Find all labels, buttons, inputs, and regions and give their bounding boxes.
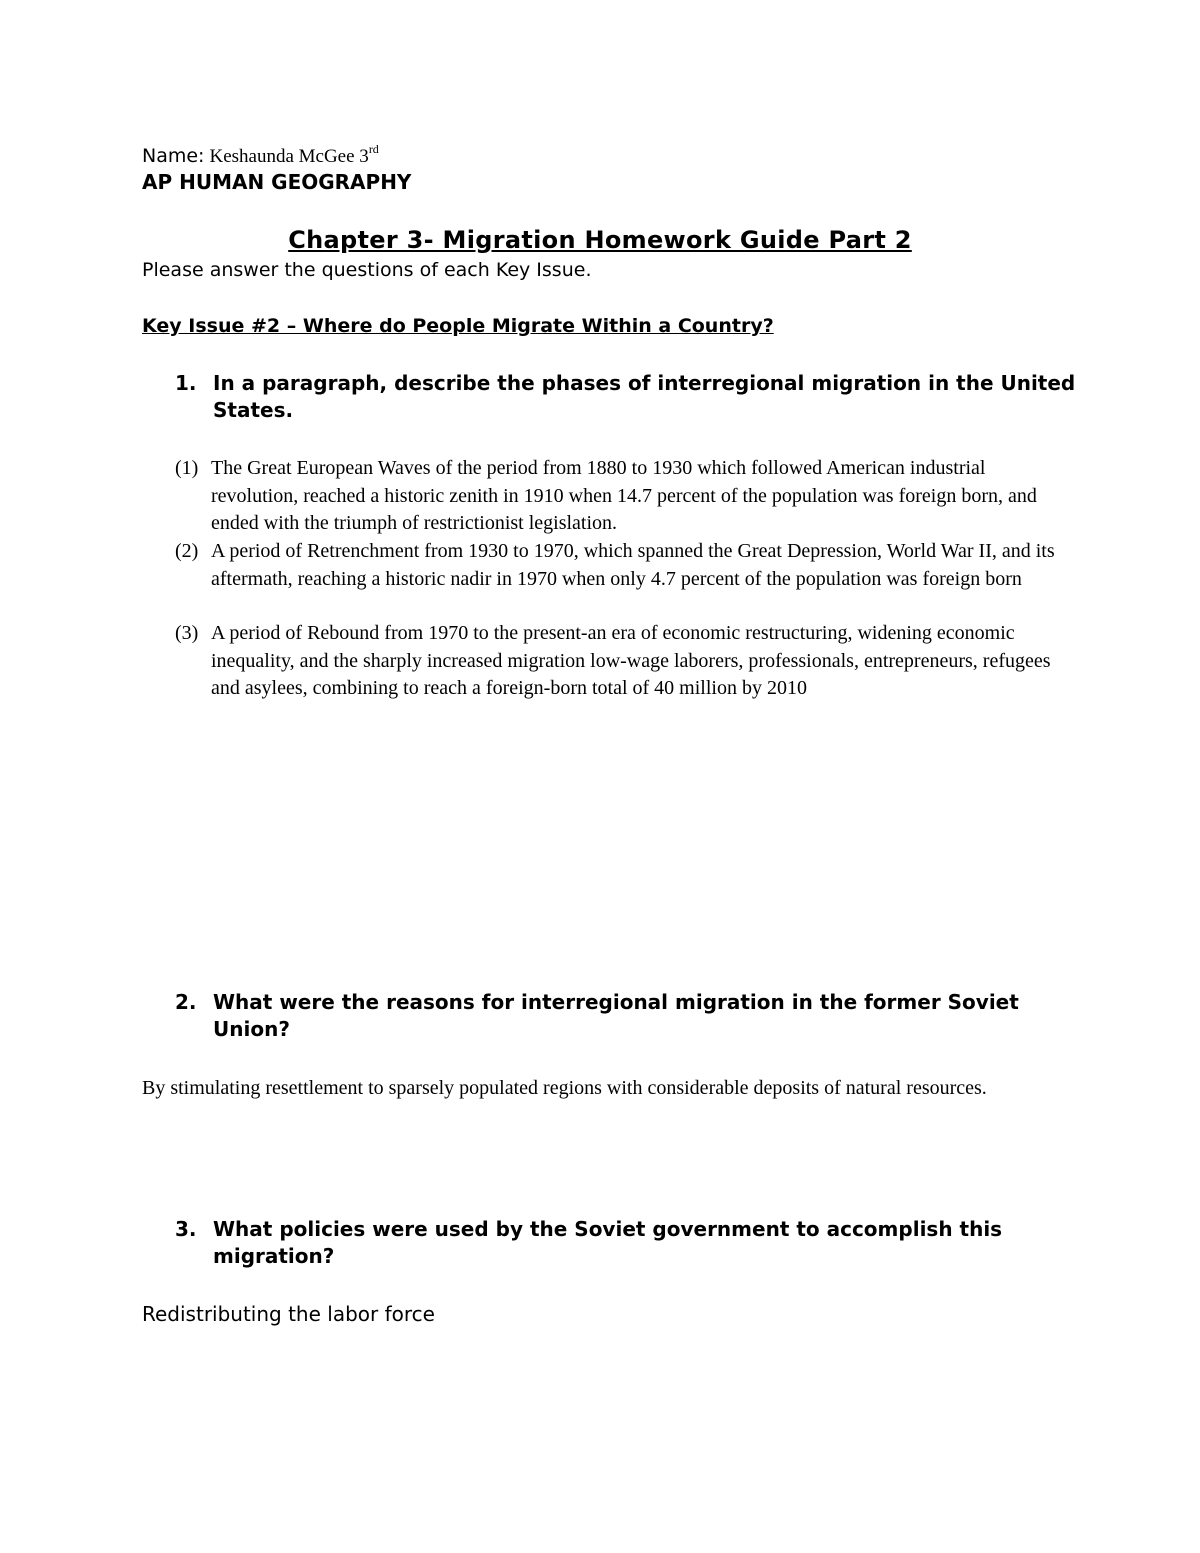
question-text: In a paragraph, describe the phases of interregional migration in the United States. <box>213 371 1076 422</box>
answer-3: Redistributing the labor force <box>142 1302 435 1326</box>
instructions: Please answer the questions of each Key Issue. <box>142 259 592 281</box>
phase-text: A period of Retrenchment from 1930 to 1970, which spanned the Great Depression, World War II, and its aftermath, reaching a historic nadir in 1970 when only 4.7 percent of the population was foreign born <box>211 540 1055 590</box>
course-title: AP HUMAN GEOGRAPHY <box>142 170 412 194</box>
question-number: 2. <box>175 990 197 1014</box>
document-title: Chapter 3- Migration Homework Guide Part 2 <box>288 226 912 254</box>
key-issue-heading: Key Issue #2 – Where do People Migrate Within a Country? <box>142 315 774 337</box>
question-number: 3. <box>175 1217 197 1241</box>
phase-text: A period of Rebound from 1970 to the present-an era of economic restructuring, widening economic inequality, and the sharply increased migration low-wage laborers, professionals, entrepreneurs, refugees and asylees, combining to reach a foreign-born total of 40 million by 2010 <box>211 622 1051 699</box>
name-label: Name: <box>142 145 205 167</box>
phase-number: (2) <box>175 540 199 562</box>
phase-number: (1) <box>175 457 199 479</box>
name-line <box>142 142 379 171</box>
phase-number: (3) <box>175 622 199 644</box>
question-text: What policies were used by the Soviet government to accomplish this migration? <box>213 1217 1003 1268</box>
question-text: What were the reasons for interregional migration in the former Soviet Union? <box>213 990 1019 1041</box>
name-superscript: rd <box>368 142 379 156</box>
question-number: 1. <box>175 371 197 395</box>
answer-2: By stimulating resettlement to sparsely populated regions with considerable deposits of natural resources. <box>142 1077 987 1099</box>
phase-text: The Great European Waves of the period from 1880 to 1930 which followed American industrial revolution, reached a historic zenith in 1910 when 14.7 percent of the population was foreign born, and ended with the triumph of restrictionist legislation. <box>211 457 1037 534</box>
student-name: Keshaunda McGee 3 <box>209 146 369 167</box>
